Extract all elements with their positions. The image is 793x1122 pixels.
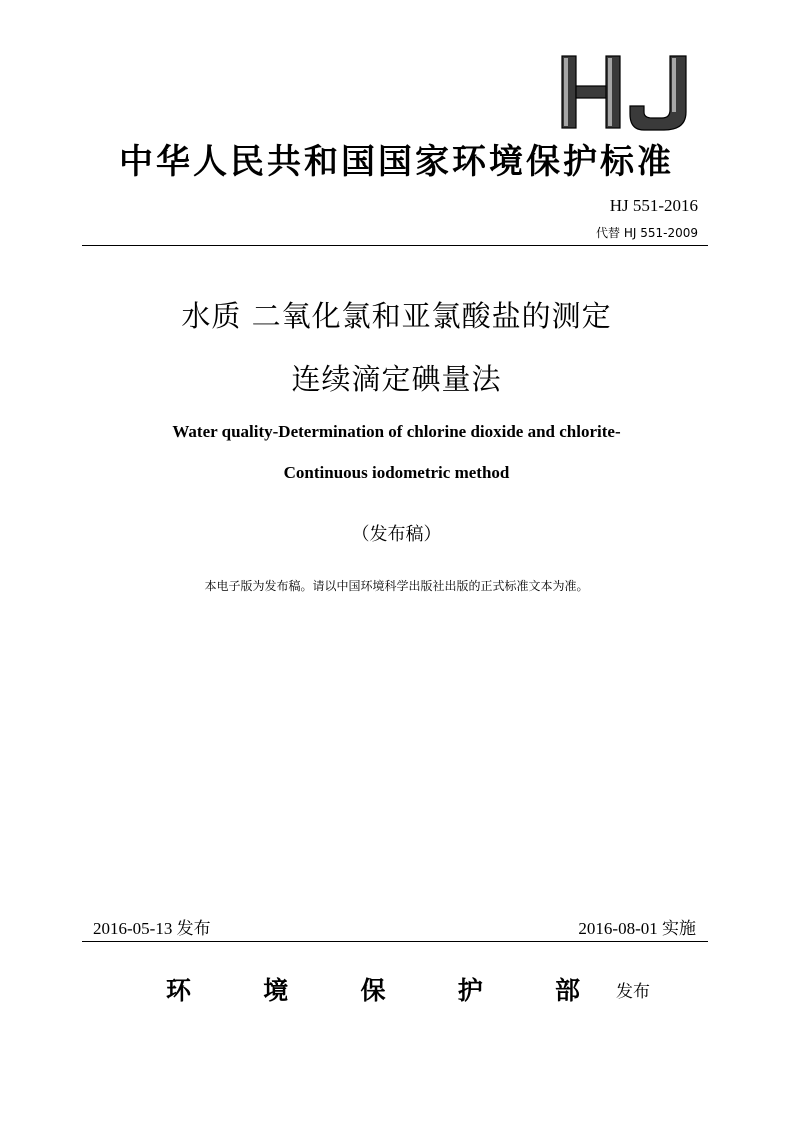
- issuer-char: 保: [360, 976, 386, 1005]
- standard-name: 中华人民共和国国家环境保护标准: [119, 142, 674, 182]
- issuer-char: 护: [457, 976, 483, 1005]
- issuer-char: 境: [263, 976, 289, 1005]
- standard-code: HJ 551-2016: [609, 196, 698, 215]
- implement-date: 2016-08-01 实施: [578, 919, 696, 938]
- footer-divider: [82, 941, 708, 942]
- issuer-name: [166, 974, 580, 1008]
- draft-label: （发布稿）: [351, 524, 442, 545]
- title-cn-line1: 水质 二氧化氯和亚氯酸盐的测定: [181, 299, 612, 333]
- issue-word: 发布: [616, 982, 650, 1002]
- title-en-line2: Continuous iodometric method: [283, 463, 510, 482]
- replaces-code: 代替 HJ 551-2009: [596, 226, 698, 240]
- title-en-line1: Water quality-Determination of chlorine dioxide and chlorite-: [172, 422, 621, 441]
- issuer-char: 环: [166, 976, 192, 1005]
- issuer-char: 部: [554, 976, 580, 1005]
- publish-date: 2016-05-13 发布: [93, 919, 211, 938]
- hj-logo: [560, 54, 696, 134]
- notice-text: 本电子版为发布稿。请以中国环境科学出版社出版的正式标准文本为准。: [204, 579, 589, 593]
- header-divider: [82, 245, 708, 246]
- title-cn-line2: 连续滴定碘量法: [291, 362, 502, 396]
